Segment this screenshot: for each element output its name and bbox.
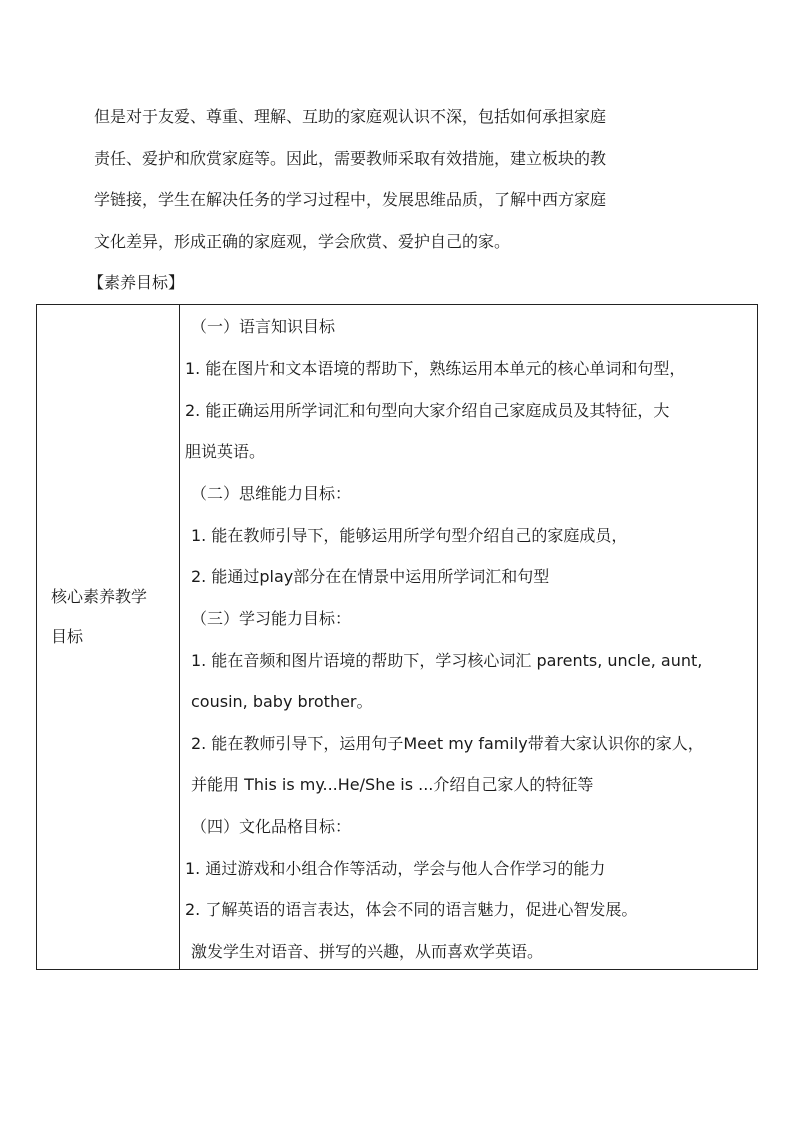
goal-line: 2. 了解英语的语言表达，体会不同的语言魅力，促进心智发展。 — [185, 900, 638, 919]
goal-line: 1. 能在图片和文本语境的帮助下，熟练运用本单元的核心单词和句型， — [185, 359, 686, 378]
intro-line-2: 责任、爱护和欣赏家庭等。因此，需要教师采取有效措施，建立板块的教 — [94, 149, 607, 168]
table-column-divider — [179, 305, 180, 969]
goal-line: 2. 能正确运用所学词汇和句型向大家介绍自己家庭成员及其特征，大 — [185, 401, 670, 420]
goal-line: 激发学生对语音、拼写的兴趣，从而喜欢学英语。 — [191, 942, 544, 961]
goal-line: 2. 能在教师引导下，运用句子Meet my family带着大家认识你的家人， — [191, 734, 704, 753]
goal-line: 胆说英语。 — [185, 442, 266, 461]
goal-subheading-culture: （四）文化品格目标： — [191, 817, 352, 836]
goals-table — [36, 304, 758, 970]
goal-line: 1. 能在教师引导下，能够运用所学句型介绍自己的家庭成员， — [191, 526, 628, 545]
goal-line: 1. 通过游戏和小组合作等活动，学会与他人合作学习的能力 — [185, 859, 606, 878]
goal-line: 并能用 This is my...He/She is ...介绍自己家人的特征等 — [191, 775, 594, 794]
goal-subheading-thinking: （二）思维能力目标： — [191, 484, 352, 503]
table-left-label-line-1: 核心素养教学 — [51, 587, 148, 606]
intro-line-4: 文化差异，形成正确的家庭观，学会欣赏、爱护自己的家。 — [94, 232, 511, 251]
section-heading: 【素养目标】 — [88, 273, 185, 292]
goal-subheading-language: （一）语言知识目标 — [191, 317, 336, 336]
intro-line-1: 但是对于友爱、尊重、理解、互助的家庭观认识不深，包括如何承担家庭 — [94, 107, 607, 126]
goal-line: cousin, baby brother。 — [191, 692, 373, 711]
goal-line: 2. 能通过play部分在在情景中运用所学词汇和句型 — [191, 567, 550, 586]
table-left-label-line-2: 目标 — [51, 627, 84, 646]
intro-line-3: 学链接，学生在解决任务的学习过程中，发展思维品质，了解中西方家庭 — [94, 190, 607, 209]
goal-subheading-learning: （三）学习能力目标： — [191, 609, 352, 628]
goal-line: 1. 能在音频和图片语境的帮助下，学习核心词汇 parents, uncle, aunt, — [191, 651, 703, 670]
